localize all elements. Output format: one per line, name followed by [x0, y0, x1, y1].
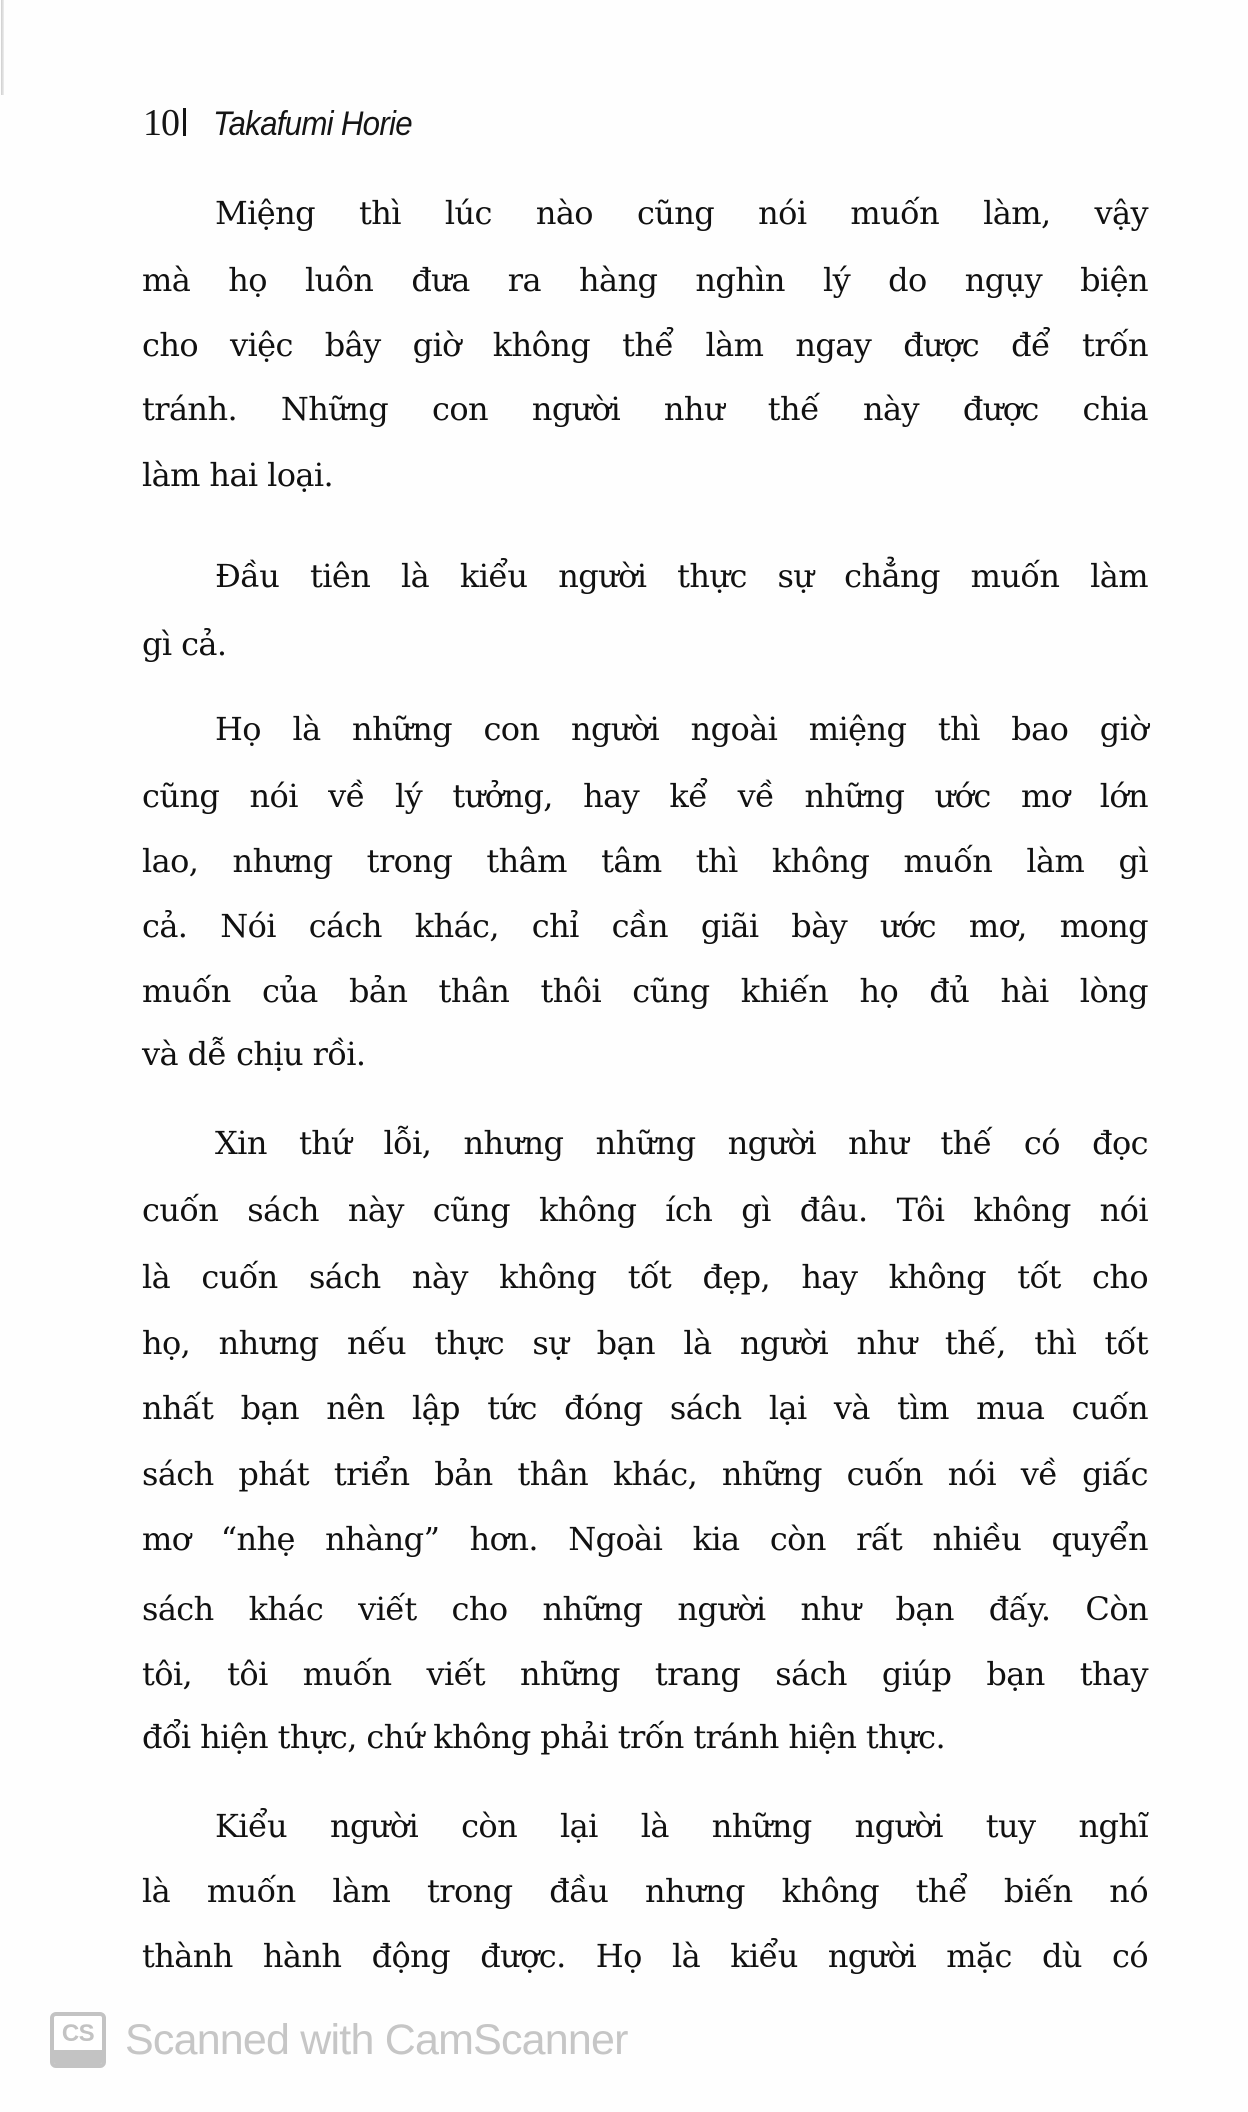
text-line: cũng nói về lý tưởng, hay kể về những ước mơ lớn [142, 777, 1148, 815]
camscanner-logo-text: CS [61, 2020, 95, 2047]
page-edge-shadow [1, 0, 4, 95]
text-line: Họ là những con người ngoài miệng thì bao giờ [215, 710, 1148, 748]
running-head [143, 101, 429, 145]
text-line: cả. Nói cách khác, chỉ cần giãi bày ước mơ, mong [142, 907, 1148, 945]
camscanner-logo-bar [54, 2050, 102, 2064]
text-line: tôi, tôi muốn viết những trang sách giúp bạn thay [142, 1655, 1148, 1693]
camscanner-logo-icon [50, 2012, 106, 2068]
text-line: lao, nhưng trong thâm tâm thì không muốn làm gì [142, 842, 1148, 880]
page-number: 10 [143, 102, 179, 144]
text-line: Đầu tiên là kiểu người thực sự chẳng muốn làm [215, 557, 1148, 595]
text-line: cho việc bây giờ không thể làm ngay được để trốn [142, 326, 1148, 364]
text-line: cuốn sách này cũng không ích gì đâu. Tôi không nói [142, 1191, 1148, 1229]
text-line: Kiểu người còn lại là những người tuy nghĩ [215, 1807, 1148, 1845]
text-line: là muốn làm trong đầu nhưng không thể biến nó [142, 1872, 1148, 1910]
text-line: họ, nhưng nếu thực sự bạn là người như thế, thì tốt [142, 1324, 1148, 1362]
text-line: thành hành động được. Họ là kiểu người mặc dù có [142, 1937, 1148, 1975]
text-line: muốn của bản thân thôi cũng khiến họ đủ hài lòng [142, 972, 1148, 1010]
header-separator [183, 108, 186, 136]
camscanner-watermark [50, 2012, 628, 2068]
text-line: Miệng thì lúc nào cũng nói muốn làm, vậy [215, 194, 1148, 232]
author-name: Takafumi Horie [213, 105, 412, 143]
text-line: làm hai loại. [142, 456, 334, 494]
text-line: Xin thứ lỗi, nhưng những người như thế có đọc [215, 1124, 1148, 1162]
text-line: mơ “nhẹ nhàng” hơn. Ngoài kia còn rất nhiều quyển [142, 1520, 1148, 1558]
text-line: tránh. Những con người như thế này được chia [142, 390, 1148, 428]
text-line: nhất bạn nên lập tức đóng sách lại và tìm mua cuốn [142, 1389, 1148, 1427]
text-line: đổi hiện thực, chứ không phải trốn tránh hiện thực. [142, 1718, 946, 1756]
text-line: mà họ luôn đưa ra hàng nghìn lý do ngụy biện [142, 261, 1148, 299]
watermark-text: Scanned with CamScanner [125, 2016, 628, 2064]
text-line: sách phát triển bản thân khác, những cuốn nói về giấc [142, 1455, 1148, 1493]
text-line: và dễ chịu rồi. [142, 1035, 366, 1073]
text-line: gì cả. [142, 625, 227, 663]
text-line: sách khác viết cho những người như bạn đấy. Còn [142, 1590, 1148, 1628]
text-line: là cuốn sách này không tốt đẹp, hay không tốt cho [142, 1258, 1148, 1296]
